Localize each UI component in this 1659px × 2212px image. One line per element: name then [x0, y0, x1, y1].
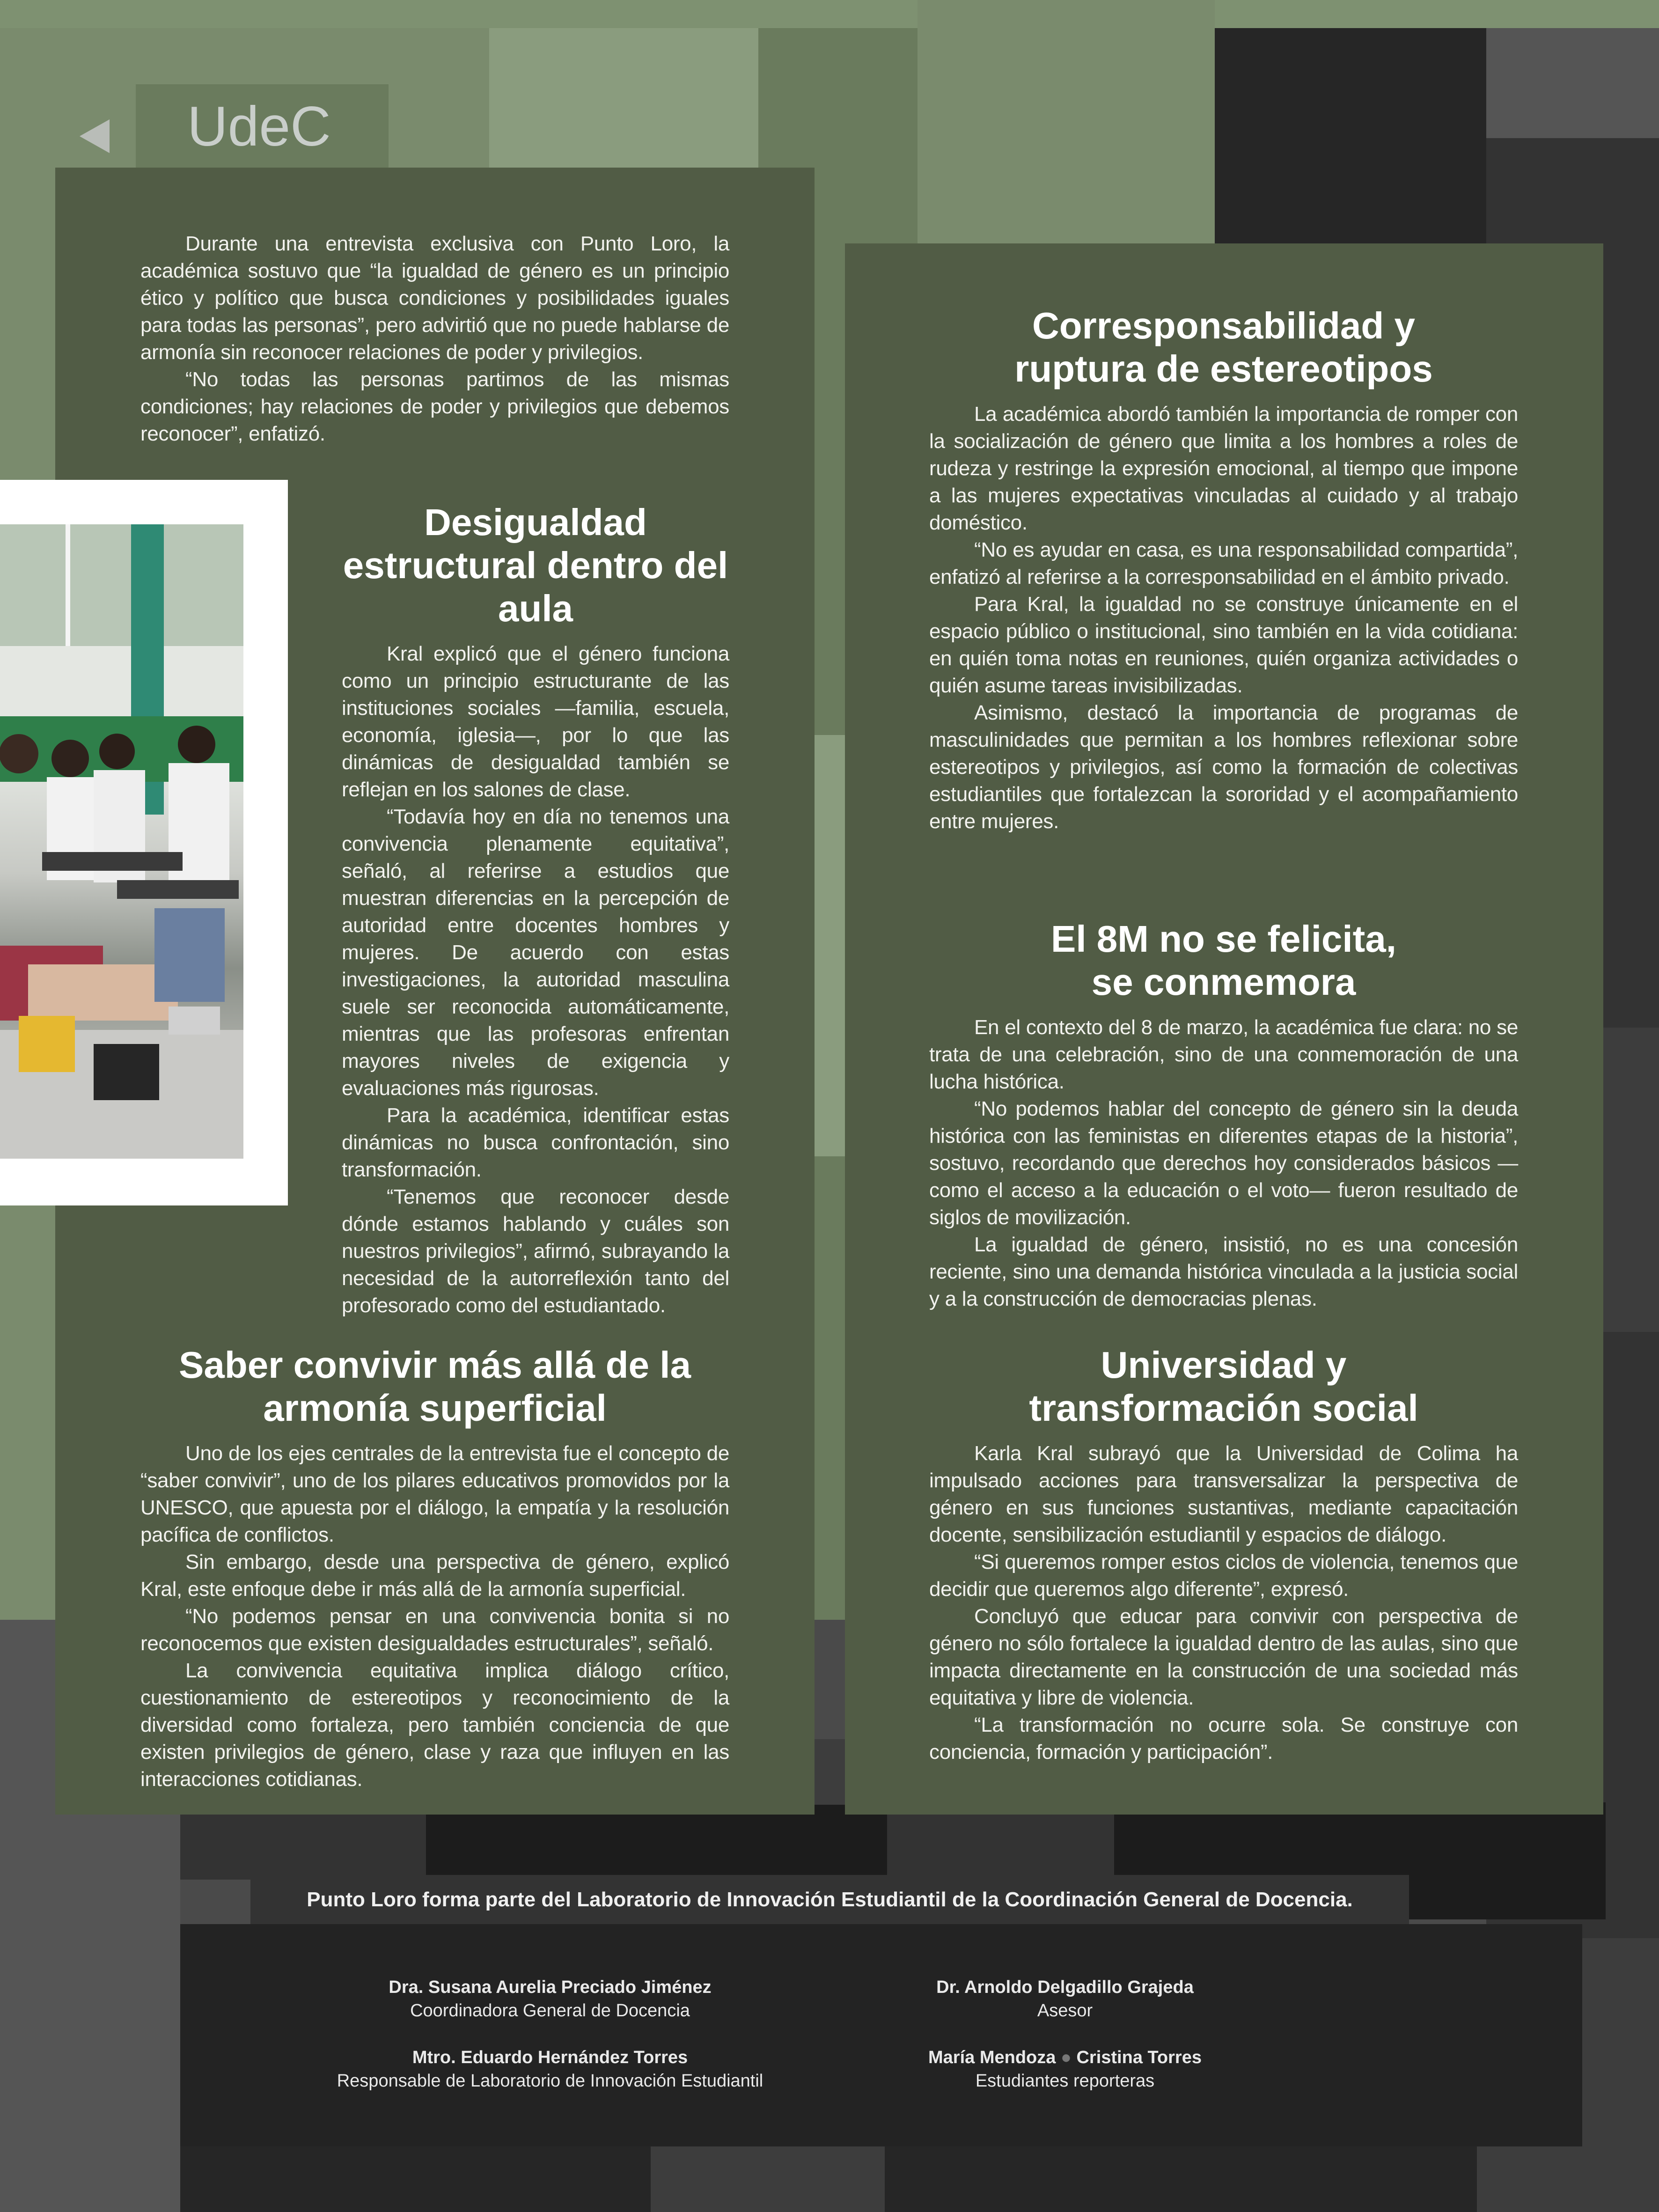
paragraph: En el contexto del 8 de marzo, la académica fue clara: no se trata de una celebración, sino de una conmemoración de una lucha histórica.: [929, 1016, 1518, 1093]
paragraph: “La transformación no ocurre sola. Se construye con conciencia, formación y participación”.: [929, 1713, 1518, 1764]
intro-text: [140, 230, 729, 448]
paragraph: La igualdad de género, insistió, no es una concesión reciente, sino una demanda histórica vinculada a la justicia social y a la construcción de democracias plenas.: [929, 1233, 1518, 1310]
paragraph: “Si queremos romper estos ciclos de violencia, tenemos que decidir que queremos algo diferente”, expresó.: [929, 1551, 1518, 1601]
paragraph: Para la académica, identificar estas dinámicas no busca confrontación, sino transformación.: [342, 1104, 729, 1181]
section-title: Desigualdad estructural dentro del aula: [343, 501, 728, 629]
paragraph: Sin embargo, desde una perspectiva de género, explicó Kral, este enfoque debe ir más allá de la armonía superficial.: [140, 1551, 729, 1601]
classroom-photo: [0, 524, 243, 1159]
credit-role: Coordinadora General de Docencia: [410, 2001, 690, 2021]
paragraph: Para Kral, la igualdad no se construye únicamente en el espacio público o institucional, sino también en la vida cotidiana: en quién toma notas en reuniones, quién organiza actividades o quién asume tareas invisibilizadas.: [929, 593, 1518, 697]
background-tile: [651, 2146, 885, 2212]
background-tile: [812, 1739, 845, 1805]
credit-role: Asesor: [1037, 2001, 1093, 2021]
paragraph: La académica abordó también la importancia de romper con la socialización de género que limita a los hombres a roles de rudeza y restringe la expresión emocional, al tiempo que impone a las mujeres expectativas vinculadas al cuidado y al trabajo doméstico.: [929, 403, 1518, 534]
credit-name: María Mendoza: [928, 2048, 1056, 2067]
section-title: Saber convivir más allá de la armonía superficial: [179, 1344, 691, 1429]
credit-coordinadora: [335, 1976, 765, 2022]
brand-logo: UdeC: [187, 95, 331, 158]
section-8m: [929, 918, 1518, 1313]
credit-asesor: [873, 1976, 1257, 2022]
paragraph: Karla Kral subrayó que la Universidad de Colima ha impulsado acciones para transversalizar la perspectiva de género en sus funciones sustantivas, mediante capacitación docente, sensibilización estudiantil y espacios de diálogo.: [929, 1442, 1518, 1546]
background-tile: [1486, 28, 1659, 138]
paragraph: “No es ayudar en casa, es una responsabilidad compartida”, enfatizó al referirse a la corresponsabilidad en el ámbito privado.: [929, 538, 1518, 588]
paragraph: “No todas las personas partimos de las mismas condiciones; hay relaciones de poder y privilegios que debemos reconocer”, enfatizó.: [140, 368, 729, 445]
background-tile: [812, 735, 845, 1156]
credit-name: Cristina Torres: [1076, 2048, 1202, 2067]
credit-name: Mtro. Eduardo Hernández Torres: [412, 2048, 688, 2067]
credit-name: Dr. Arnoldo Delgadillo Grajeda: [936, 1977, 1194, 1997]
section-corresponsabilidad: [929, 304, 1518, 835]
paragraph: “Tenemos que reconocer desde dónde estamos hablando y cuáles son nuestros privilegios”, afirmó, subrayando la necesidad de la autorreflexión tanto del profesorado como del estudiantado.: [342, 1185, 729, 1317]
brand-tab: [136, 84, 389, 169]
paragraph: “No podemos hablar del concepto de género sin la deuda histórica con las feministas en diferentes etapas de la historia”, sostuvo, recordando que derechos hoy considerados básicos —como el acceso a la educación o el voto— fueron resultado de siglos de movilización.: [929, 1097, 1518, 1229]
section-title: Universidad y transformación social: [1029, 1344, 1418, 1429]
background-band: [0, 0, 1659, 28]
credit-role: Responsable de Laboratorio de Innovación Estudiantil: [337, 2071, 763, 2091]
section-title: El 8M no se felicita, se conmemora: [1050, 918, 1396, 1003]
paragraph: Uno de los ejes centrales de la entrevista fue el concepto de “saber convivir”, uno de los pilares educativos promovidos por la UNESCO, que apuesta por el diálogo, la empatía y la resolución pacífica de conflictos.: [140, 1442, 729, 1546]
bullet-icon: ●: [1060, 2048, 1072, 2067]
section-universidad: [929, 1344, 1518, 1766]
credit-responsable: [335, 2046, 765, 2093]
background-tile: [180, 2146, 1659, 2212]
section-desigualdad: [342, 501, 729, 1319]
paragraph: Asimismo, destacó la importancia de programas de masculinidades que permitan a los hombres reflexionar sobre estereotipos y privilegios, así como la formación de colectivas estudiantiles que fortalezcan la sororidad y el acompañamiento entre mujeres.: [929, 701, 1518, 833]
footer: [180, 1924, 1582, 2146]
section-title: Corresponsabilidad y ruptura de estereotipos: [1014, 305, 1433, 389]
photo-frame: [0, 480, 288, 1205]
paragraph: Kral explicó que el género funciona como un principio estructurante de las instituciones sociales —familia, escuela, economía, iglesia—, por lo que las dinámicas de desigualdad también se reflejan en los salones de clase.: [342, 642, 729, 801]
credit-name: Dra. Susana Aurelia Preciado Jiménez: [389, 1977, 712, 1997]
footer-banner-text: Punto Loro forma parte del Laboratorio de Innovación Estudiantil de la Coordinación General de Docencia.: [307, 1888, 1353, 1911]
footer-banner: [250, 1875, 1409, 1924]
paragraph: La convivencia equitativa implica diálogo crítico, cuestionamiento de estereotipos y reconocimiento de la diversidad como fortaleza, pero también conciencia de que existen privilegios de género, clase y raza que influyen en las interacciones cotidianas.: [140, 1659, 729, 1791]
credit-names: [873, 2046, 1257, 2069]
back-arrow-icon[interactable]: [80, 119, 110, 153]
section-saber-convivir: [140, 1344, 729, 1793]
paragraph: “No podemos pensar en una convivencia bonita si no reconocemos que existen desigualdades estructurales”, señaló.: [140, 1605, 729, 1655]
credit-role: Estudiantes reporteras: [975, 2071, 1155, 2091]
paragraph: “Todavía hoy en día no tenemos una convivencia plenamente equitativa”, señaló, al referirse a estudios que muestran diferencias en la percepción de autoridad entre docentes hombres y mujeres. De acuerdo con estas investigaciones, la autoridad masculina suele ser reconocida automáticamente, mientras que las profesoras enfrentan mayores niveles de exigencia y evaluaciones más rigurosas.: [342, 805, 729, 1100]
paragraph: Concluyó que educar para convivir con perspectiva de género no sólo fortalece la igualdad dentro de las aulas, sino que impacta directamente en la construcción de una sociedad más equitativa y libre de violencia.: [929, 1605, 1518, 1709]
credit-reporteras: [873, 2046, 1257, 2093]
paragraph: Durante una entrevista exclusiva con Punto Loro, la académica sostuvo que “la igualdad de género es un principio ético y político que busca condiciones y posibilidades iguales para todas las personas”, pero advirtió que no puede hablarse de armonía sin reconocer relaciones de poder y privilegios.: [140, 232, 729, 364]
